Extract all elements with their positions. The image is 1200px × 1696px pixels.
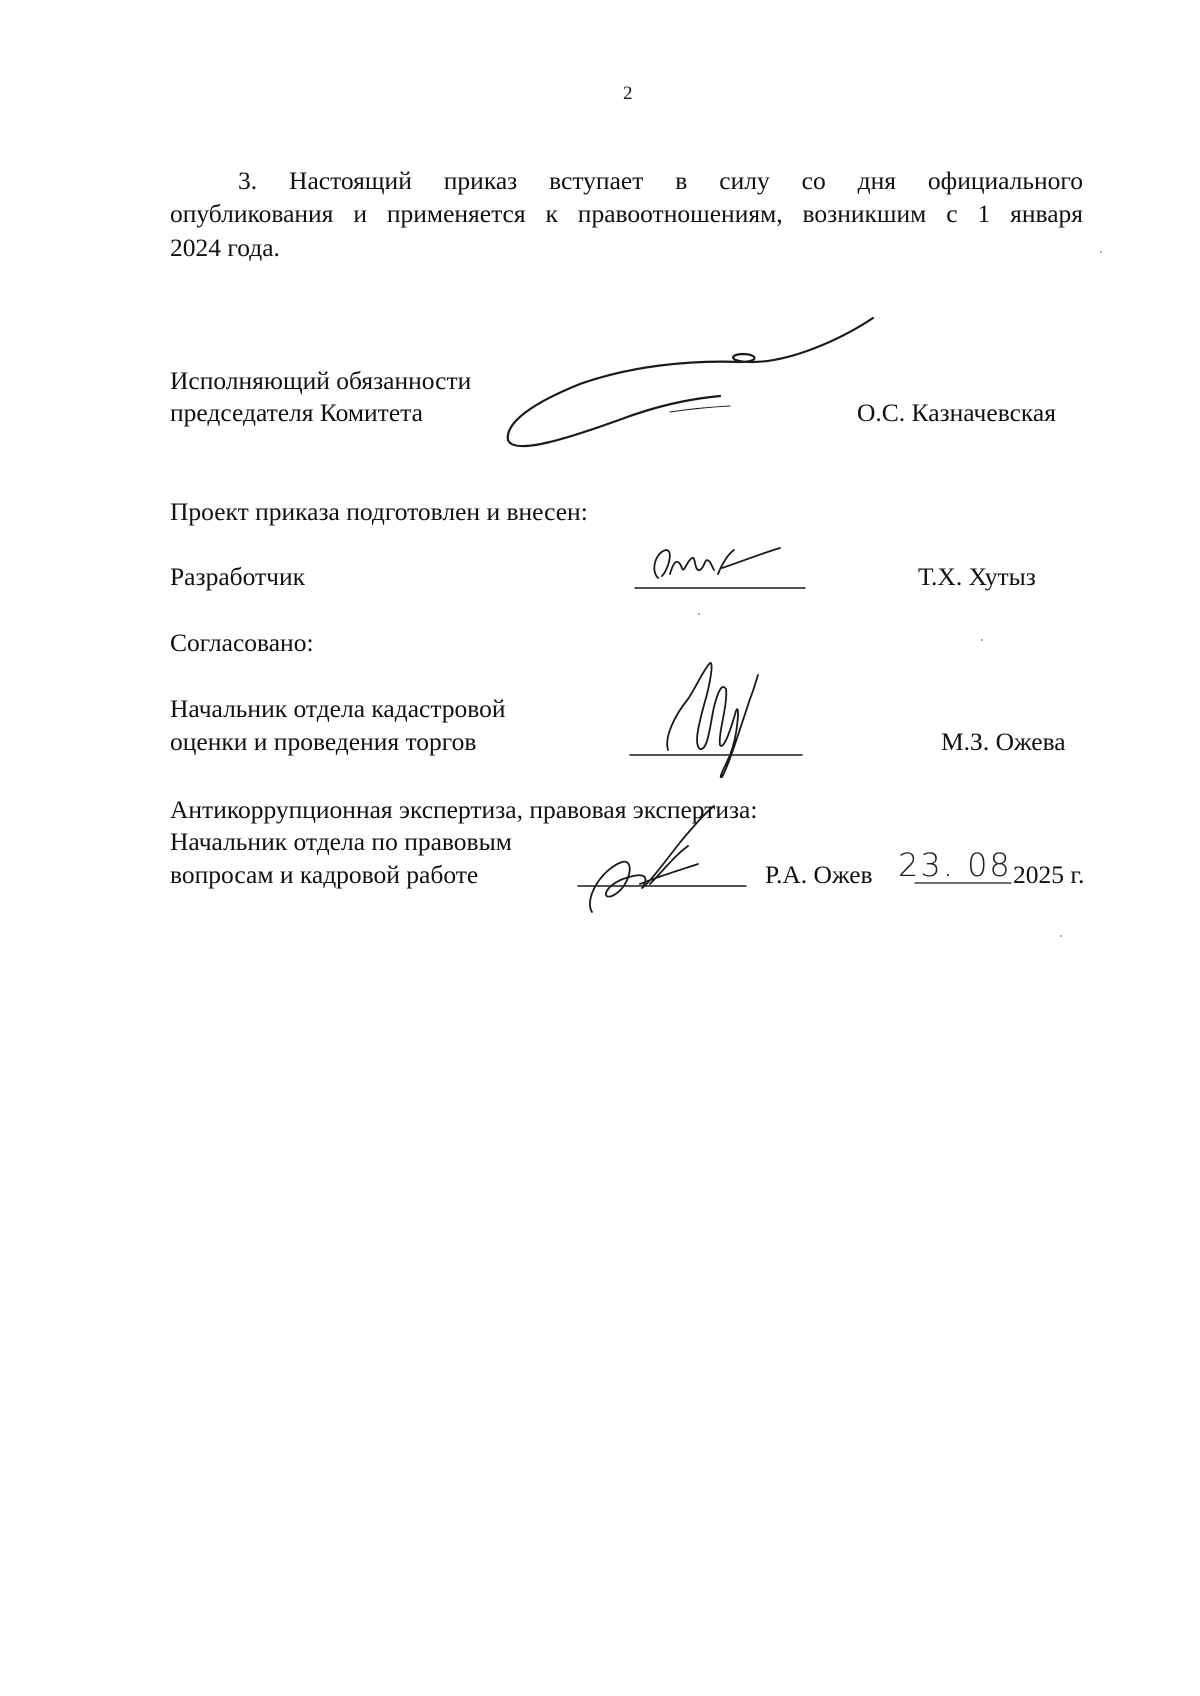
cadastral-head-signature — [620, 655, 820, 785]
legal-head-role-line-1: Начальник отдела по правовым — [170, 827, 512, 856]
developer-role: Разработчик — [170, 562, 306, 591]
developer-signature — [630, 540, 810, 600]
agreed-heading: Согласовано: — [170, 628, 314, 657]
expertise-heading: Антикоррупционная экспертиза, правовая экспертиза: — [170, 795, 758, 824]
main-signatory-role-line-1: Исполняющий обязанности — [170, 366, 472, 395]
scan-speck — [698, 613, 700, 615]
prepared-heading: Проект приказа подготовлен и внесен: — [170, 497, 588, 526]
scan-speck — [981, 639, 983, 641]
main-signatory-name: О.С. Казначевская — [857, 398, 1056, 427]
scan-speck — [1060, 935, 1062, 937]
legal-head-name: Р.А. Ожев — [765, 860, 873, 889]
date-underline — [913, 880, 1013, 886]
paragraph-line-2: опубликования и применяется к правоотношениям, возникшим с 1 января — [170, 199, 1083, 228]
paragraph-line-3: 2024 года. — [170, 233, 280, 262]
legal-head-role-line-2: вопросам и кадровой работе — [170, 860, 479, 889]
scan-speck — [1100, 251, 1102, 253]
legal-head-date-suffix: 2025 г. — [1013, 860, 1085, 889]
paragraph-line-1: 3. Настоящий приказ вступает в силу со дня официального — [238, 166, 1083, 195]
legal-head-signature — [570, 800, 770, 920]
cadastral-head-role-line-1: Начальник отдела кадастровой — [170, 694, 506, 723]
cadastral-head-name: М.З. Ожева — [941, 727, 1066, 756]
legal-head-handwritten-date: 23. 08 — [898, 846, 1012, 884]
page-number: 2 — [623, 83, 633, 104]
developer-name: Т.Х. Хутыз — [918, 562, 1036, 591]
cadastral-head-role-line-2: оценки и проведения торгов — [170, 727, 477, 756]
main-signatory-role-line-2: председателя Комитета — [170, 398, 423, 427]
main-signature — [490, 310, 890, 470]
